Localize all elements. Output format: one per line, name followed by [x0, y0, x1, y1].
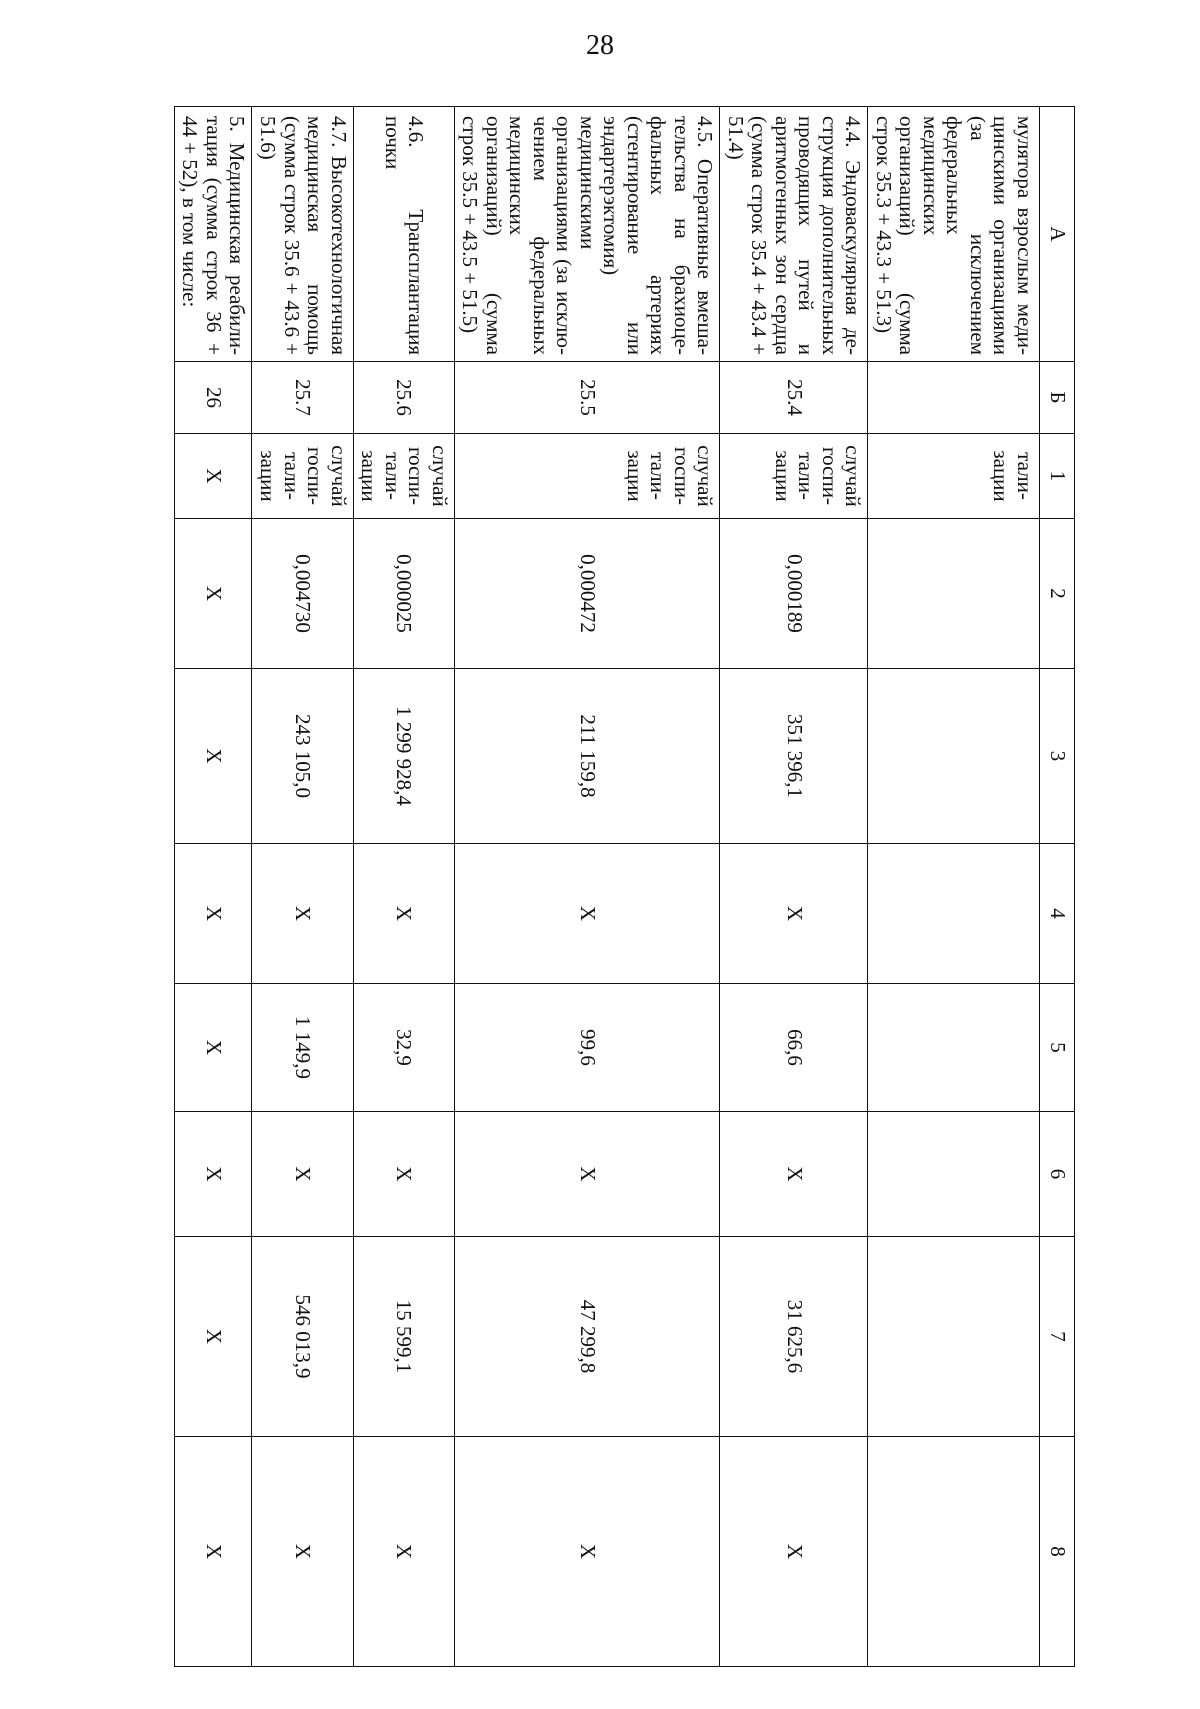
- cell-col-4: X: [353, 844, 454, 984]
- column-header: 6: [1040, 1112, 1075, 1237]
- cell-line-number: 25.7: [252, 362, 353, 434]
- column-header: 4: [1040, 844, 1075, 984]
- cell-indicator-name: мулятора взрослым медицинскими организациями (за исключением федеральных медицинских организаций) (сумма строк 35.3 + 43.3 + 51.3): [868, 107, 1040, 362]
- cell-col-4: X: [252, 844, 353, 984]
- table-row: [720, 107, 868, 1667]
- cell-col-8: X: [174, 1437, 252, 1667]
- cell-line-number: 25.6: [353, 362, 454, 434]
- cell-line-number: 25.5: [454, 362, 720, 434]
- cell-col-7: [868, 1237, 1040, 1437]
- cell-col-6: X: [252, 1112, 353, 1237]
- column-header: 3: [1040, 669, 1075, 844]
- cell-col-6: X: [720, 1112, 868, 1237]
- cell-unit: случай госпитализации: [454, 434, 720, 519]
- cell-indicator-name: 4.7. Высокотехнологичная медицинская помощь (сумма строк 35.6 + 43.6 + 51.6): [252, 107, 353, 362]
- cell-col-5: 99,6: [454, 984, 720, 1112]
- cell-col-8: X: [252, 1437, 353, 1667]
- cell-col-7: X: [174, 1237, 252, 1437]
- column-header: Б: [1040, 362, 1075, 434]
- table-row: [252, 107, 353, 1667]
- column-header: 5: [1040, 984, 1075, 1112]
- cell-line-number: 25.4: [720, 362, 868, 434]
- cell-col-3: 351 396,1: [720, 669, 868, 844]
- column-header: 2: [1040, 519, 1075, 669]
- cell-line-number: [868, 362, 1040, 434]
- cell-col-4: [868, 844, 1040, 984]
- data-table: [174, 106, 1075, 1667]
- rotated-table-container: [178, 106, 1075, 1666]
- cell-col-2: [868, 519, 1040, 669]
- cell-col-5: X: [174, 984, 252, 1112]
- cell-col-6: X: [174, 1112, 252, 1237]
- cell-col-6: X: [353, 1112, 454, 1237]
- cell-indicator-name: 4.4. Эндоваскулярная деструкция дополнительных проводящих путей и аритмогенных зон сердца (сумма строк 35.4 + 43.4 + 51.4): [720, 107, 868, 362]
- cell-col-8: X: [454, 1437, 720, 1667]
- cell-line-number: 26: [174, 362, 252, 434]
- cell-col-8: X: [720, 1437, 868, 1667]
- cell-col-8: X: [353, 1437, 454, 1667]
- cell-col-6: [868, 1112, 1040, 1237]
- cell-col-7: 546 013,9: [252, 1237, 353, 1437]
- cell-col-4: X: [174, 844, 252, 984]
- column-header: 8: [1040, 1437, 1075, 1667]
- cell-col-5: 66,6: [720, 984, 868, 1112]
- header-row: [1040, 107, 1075, 1667]
- cell-col-7: 47 299,8: [454, 1237, 720, 1437]
- cell-col-3: 243 105,0: [252, 669, 353, 844]
- cell-unit: тализации: [868, 434, 1040, 519]
- cell-indicator-name: 4.6. Трансплантация почки: [353, 107, 454, 362]
- cell-col-3: X: [174, 669, 252, 844]
- cell-col-5: 32,9: [353, 984, 454, 1112]
- cell-col-7: 31 625,6: [720, 1237, 868, 1437]
- cell-col-8: [868, 1437, 1040, 1667]
- cell-col-6: X: [454, 1112, 720, 1237]
- cell-col-7: 15 599,1: [353, 1237, 454, 1437]
- table-row: [353, 107, 454, 1667]
- cell-col-2: 0,000472: [454, 519, 720, 669]
- cell-col-2: 0,000189: [720, 519, 868, 669]
- cell-col-5: [868, 984, 1040, 1112]
- cell-col-2: 0,000025: [353, 519, 454, 669]
- cell-unit: случай госпитализации: [252, 434, 353, 519]
- cell-unit: случай госпитализации: [353, 434, 454, 519]
- cell-col-3: [868, 669, 1040, 844]
- table-row: [174, 107, 252, 1667]
- column-header: А: [1040, 107, 1075, 362]
- cell-col-5: 1 149,9: [252, 984, 353, 1112]
- cell-indicator-name: 4.5. Оперативные вмешательства на брахиоцефальных артериях (стентирование или эндартерэктомия) медицинскими организациями (за исключением федеральных медицинских организаций) (сумма строк 35.5 + 43.5 + 51.5): [454, 107, 720, 362]
- cell-unit: X: [174, 434, 252, 519]
- cell-col-2: X: [174, 519, 252, 669]
- page-number: 28: [586, 30, 614, 61]
- cell-indicator-name: 5. Медицинская реабилитация (сумма строк 36 + 44 + 52), в том числе:: [174, 107, 252, 362]
- column-header: 1: [1040, 434, 1075, 519]
- cell-col-3: 1 299 928,4: [353, 669, 454, 844]
- table-row: [454, 107, 720, 1667]
- cell-col-4: X: [454, 844, 720, 984]
- cell-col-2: 0,004730: [252, 519, 353, 669]
- column-header: 7: [1040, 1237, 1075, 1437]
- cell-col-3: 211 159,8: [454, 669, 720, 844]
- cell-unit: случай госпитализации: [720, 434, 868, 519]
- cell-col-4: X: [720, 844, 868, 984]
- table-row: [868, 107, 1040, 1667]
